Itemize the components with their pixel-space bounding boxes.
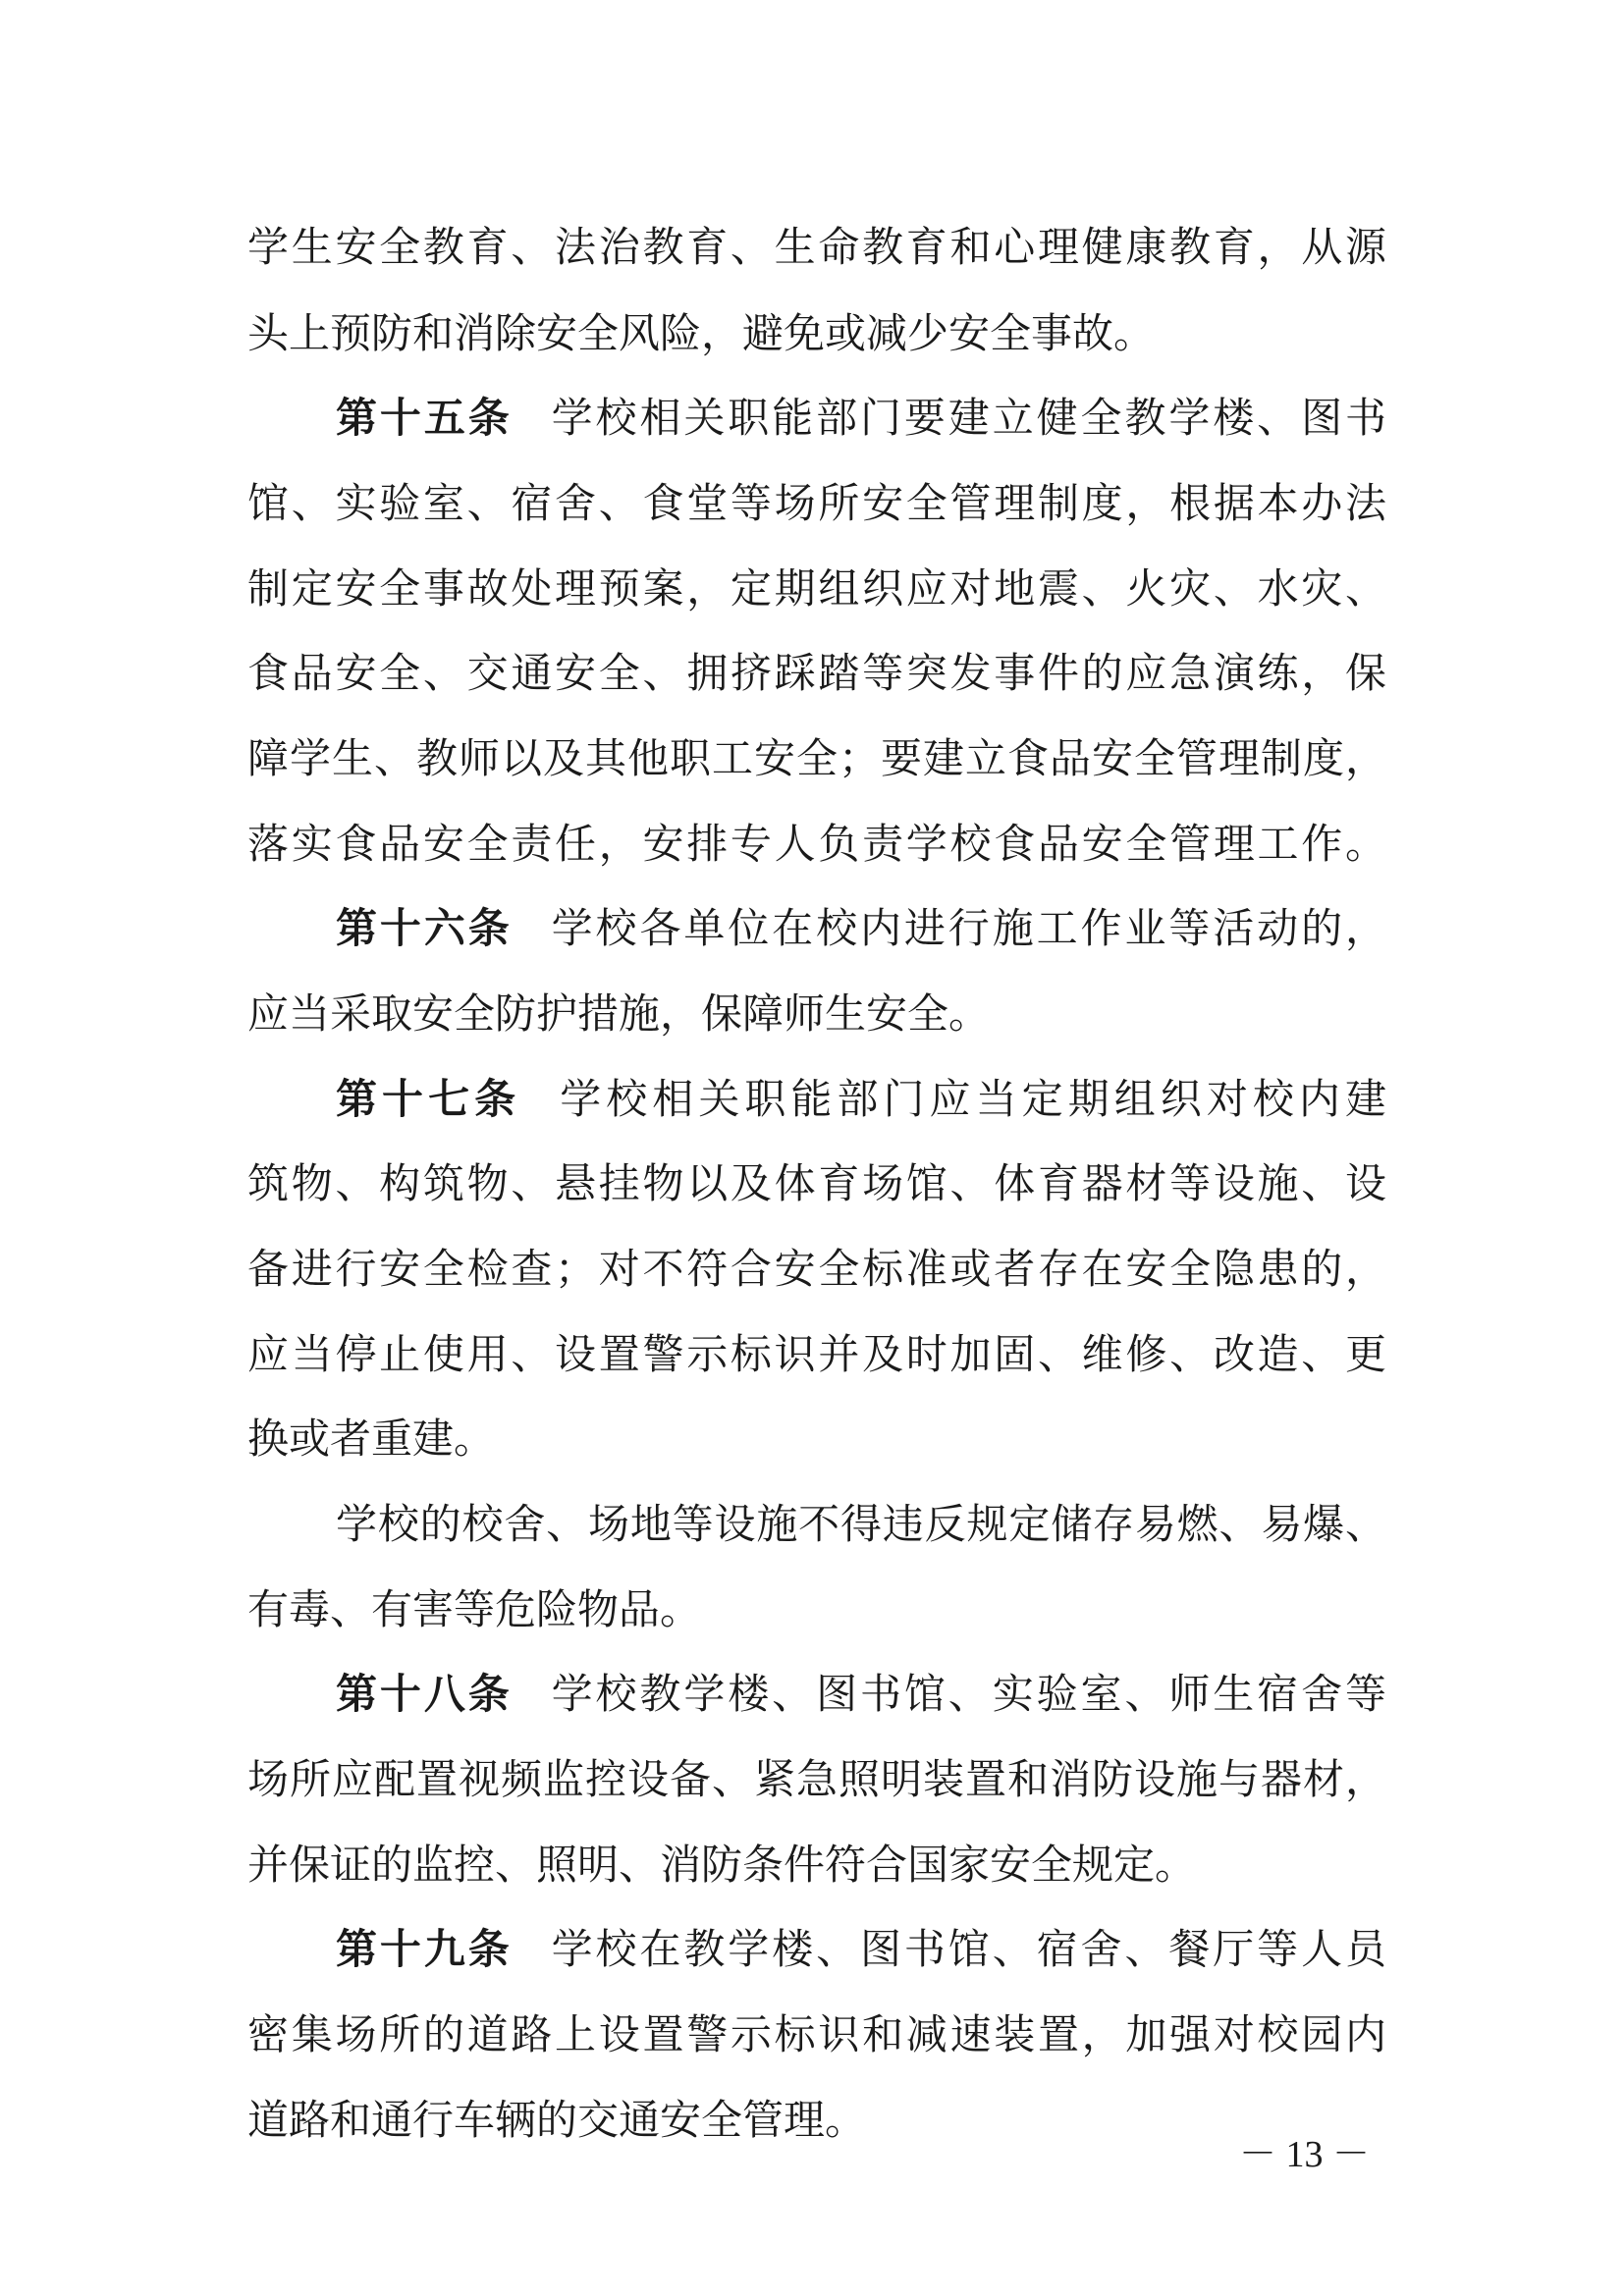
article-19-line: [336, 1920, 1386, 1979]
text-line: 换或者重建。: [247, 1415, 496, 1463]
article-15-line: [336, 389, 1386, 448]
article-heading: 第十九条: [336, 1925, 513, 1973]
text-line: 食品安全、交通安全、拥挤踩踏等突发事件的应急演练，保: [247, 649, 1386, 697]
article-heading: 第十七条: [336, 1075, 521, 1123]
article-17-line: [336, 1070, 1386, 1129]
text-line: 应当采取安全防护措施，保障师生安全。: [247, 989, 991, 1038]
text-line: 落实食品安全责任，安排专人负责学校食品安全管理工作。: [247, 820, 1386, 868]
text-line: 馆、实验室、宿舍、食堂等场所安全管理制度，根据本办法: [247, 479, 1386, 527]
text-line: 筑物、构筑物、悬挂物以及体育场馆、体育器材等设施、设: [247, 1159, 1386, 1207]
article-18-line: [336, 1665, 1386, 1724]
article-text: 学校相关职能部门应当定期组织对校内建: [560, 1075, 1386, 1123]
article-16-line: [336, 899, 1386, 958]
article-heading: 第十六条: [336, 904, 513, 952]
article-heading: 第十五条: [336, 394, 513, 442]
text-line: 制定安全事故处理预案，定期组织应对地震、火灾、水灾、: [247, 564, 1386, 613]
text-line: 学校的校舍、场地等设施不得违反规定储存易燃、易爆、: [336, 1500, 1386, 1548]
page-number: － 13 －: [1239, 2134, 1371, 2175]
article-text: 学校相关职能部门要建立健全教学楼、图书: [551, 394, 1386, 442]
article-text: 学校在教学楼、图书馆、宿舍、餐厅等人员: [551, 1925, 1386, 1973]
text-line: 密集场所的道路上设置警示标识和减速装置，加强对校园内: [247, 2010, 1386, 2058]
article-text: 学校教学楼、图书馆、实验室、师生宿舍等: [551, 1670, 1386, 1718]
text-line: 并保证的监控、照明、消防条件符合国家安全规定。: [247, 1841, 1197, 1889]
text-line: 备进行安全检查；对不符合安全标准或者存在安全隐患的，: [247, 1245, 1386, 1293]
text-line: 有毒、有害等危险物品。: [247, 1585, 702, 1633]
article-heading: 第十八条: [336, 1670, 513, 1718]
text-line: 学生安全教育、法治教育、生命教育和心理健康教育，从源: [247, 223, 1386, 271]
text-line: 障学生、教师以及其他职工安全；要建立食品安全管理制度，: [247, 734, 1386, 782]
text-line: 头上预防和消除安全风险，避免或减少安全事故。: [247, 309, 1156, 357]
text-line: 道路和通行车辆的交通安全管理。: [247, 2096, 867, 2144]
text-line: 场所应配置视频监控设备、紧急照明装置和消防设施与器材，: [247, 1755, 1386, 1803]
text-line: 应当停止使用、设置警示标识并及时加固、维修、改造、更: [247, 1330, 1386, 1378]
article-text: 学校各单位在校内进行施工作业等活动的，: [551, 904, 1386, 952]
